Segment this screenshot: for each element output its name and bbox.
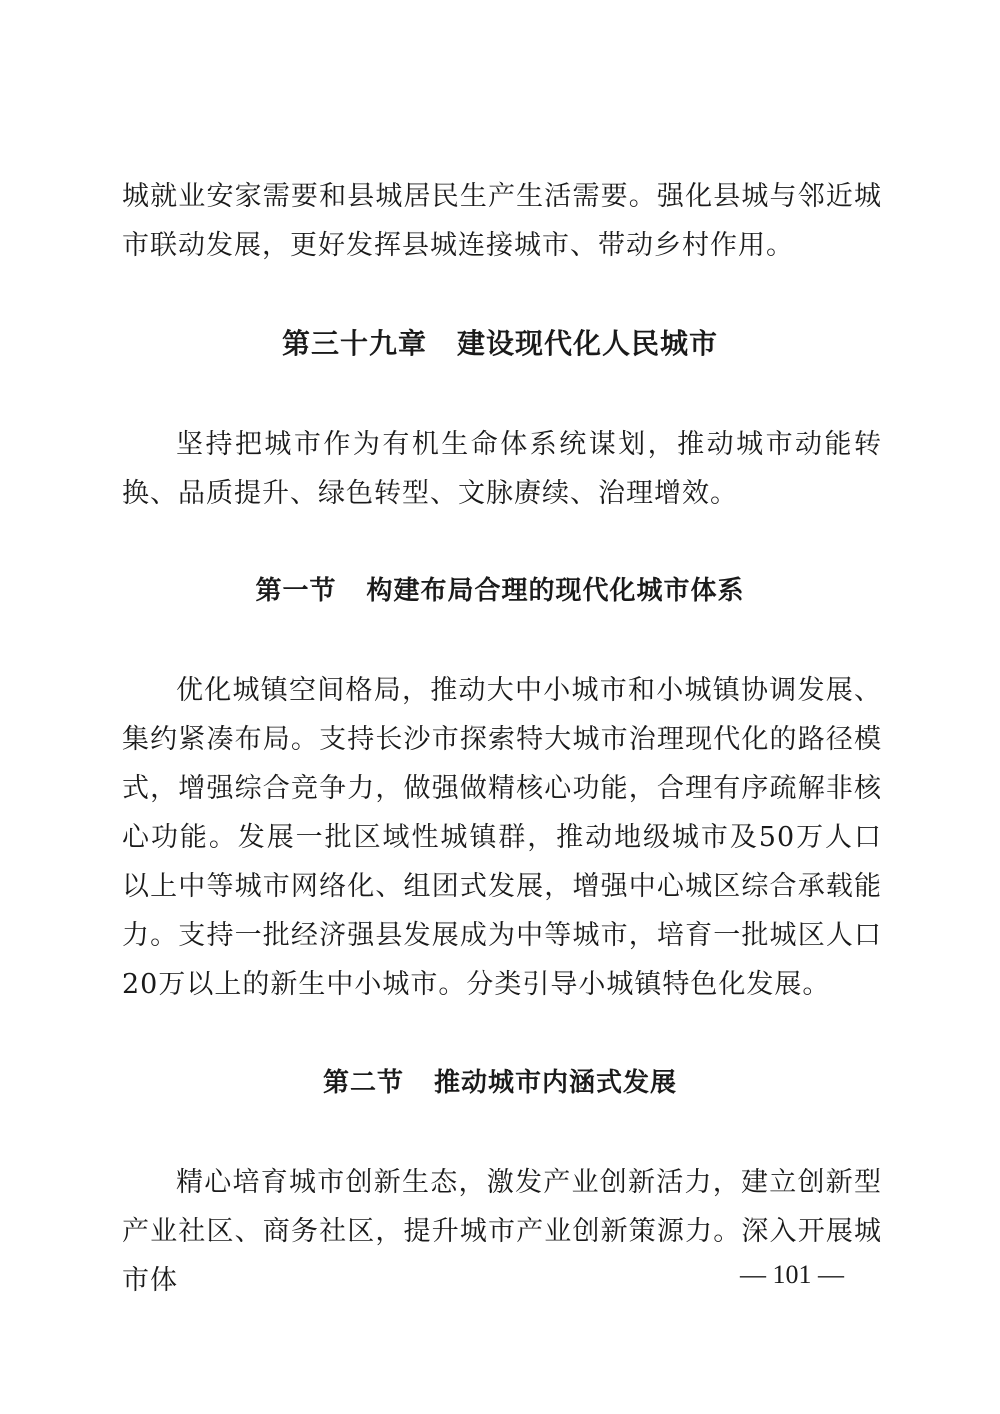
chapter-number: 第三十九章 [281, 327, 427, 360]
paragraph-section-2: 精心培育城市创新生态，激发产业创新活力，建立创新型产业社区、商务社区，提升城市产业创新策源力。深入开展城市体 [122, 1167, 882, 1296]
paragraph-chapter-intro: 坚持把城市作为有机生命体系统谋划，推动城市动能转换、品质提升、绿色转型、文脉赓续、治理增效。 [122, 429, 882, 509]
paragraph-continuation: 城就业安家需要和县城居民生产生活需要。强化县城与邻近城市联动发展，更好发挥县城连接城市、带动乡村作用。 [122, 181, 882, 261]
chapter-heading [0, 322, 1000, 362]
paragraph-section-1: 优化城镇空间格局，推动大中小城市和小城镇协调发展、集约紧凑布局。支持长沙市探索特大城市治理现代化的路径模式，增强综合竞争力，做强做精核心功能，合理有序疏解非核心功能。发展一批区域性城镇群，推动地级城市及50万人口以上中等城市网络化、组团式发展，增强中心城区综合承载能力。支持一批经济强县发展成为中等城市，培育一批城区人口20万以上的新生中小城市。分类引导小城镇特色化发展。 [122, 675, 882, 1000]
page-number: — 101 — [740, 1260, 844, 1289]
section-heading-1 [0, 570, 1000, 607]
chapter-title: 建设现代化人民城市 [457, 327, 719, 360]
section-heading-2 [0, 1062, 1000, 1099]
section-number-1: 第一节 [255, 576, 337, 606]
section-number-2: 第二节 [322, 1068, 404, 1098]
section-title-2: 推动城市内涵式发展 [434, 1068, 678, 1098]
section-title-1: 构建布局合理的现代化城市体系 [366, 576, 745, 606]
